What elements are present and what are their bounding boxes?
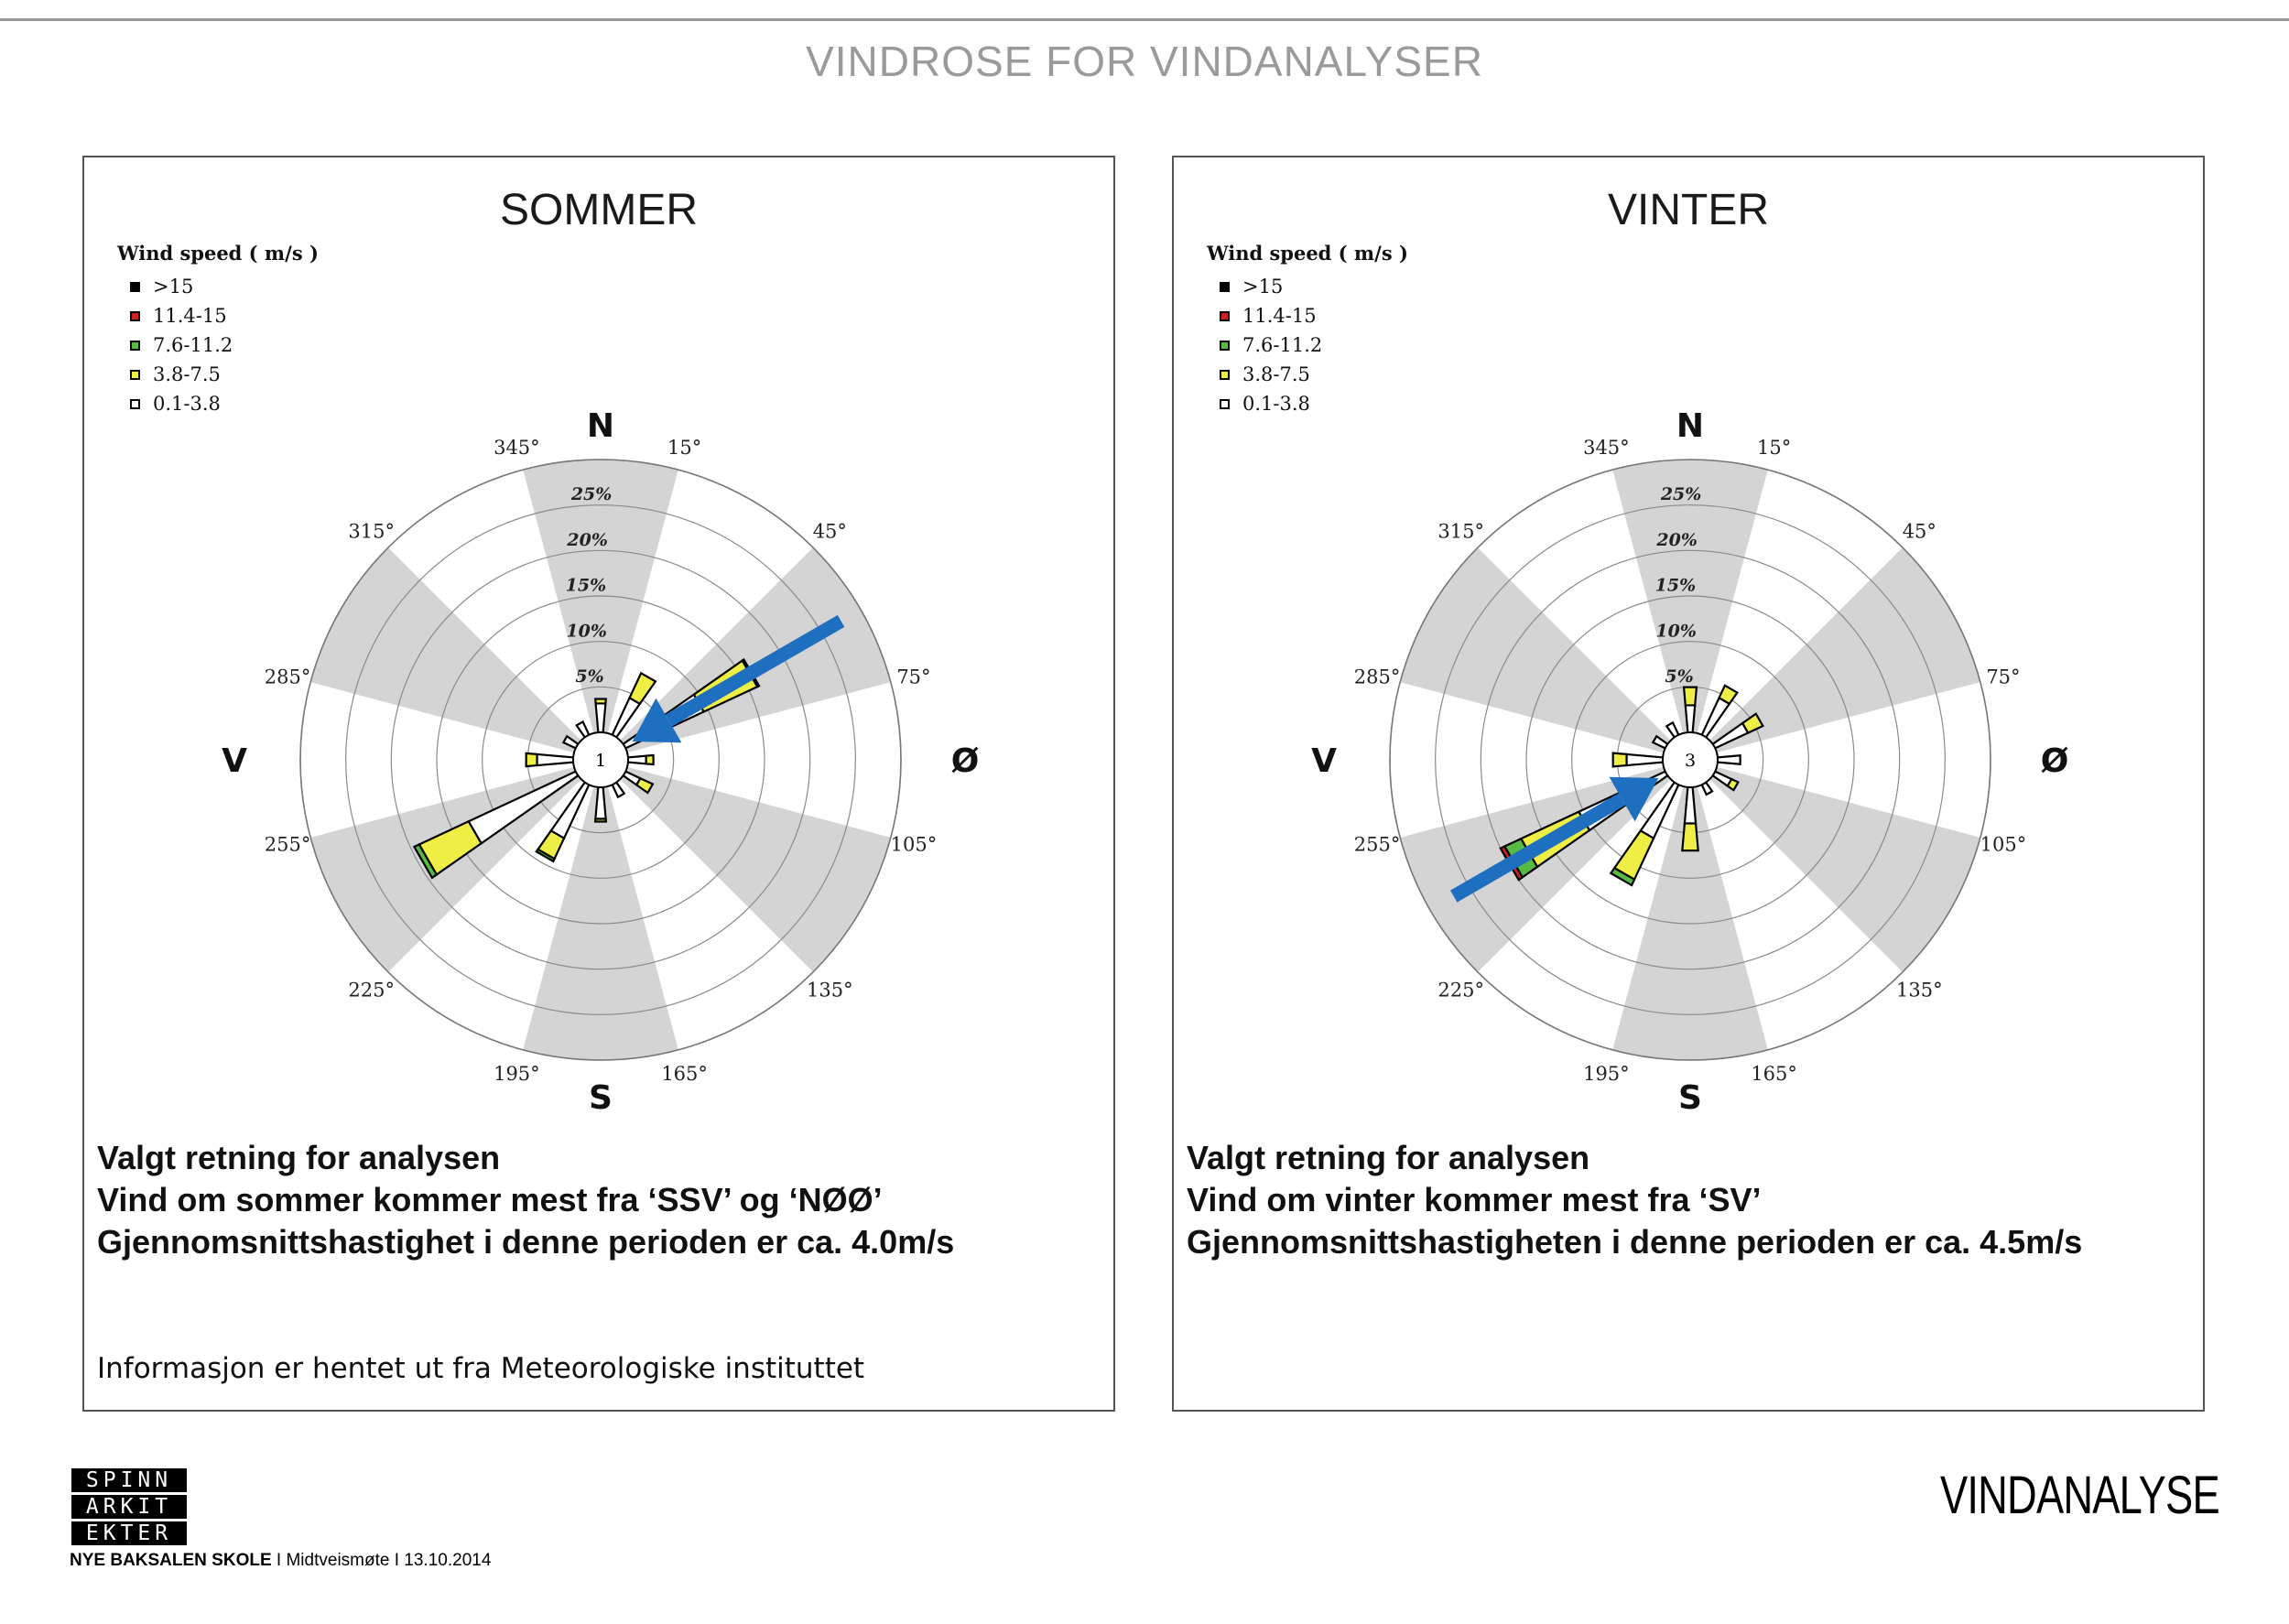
source-text: Informasjon er hentet ut fra Meteorologiske instituttet	[97, 1352, 865, 1385]
summer-title: SOMMER	[500, 186, 698, 234]
rose-bar-segment	[596, 703, 606, 732]
footer-project: NYE BAKSALEN SKOLE	[70, 1551, 272, 1570]
degree-label: 75°	[1986, 666, 2021, 688]
legend-label: 11.4-15	[1242, 305, 1317, 327]
rose-bar-segment	[1718, 755, 1741, 764]
rose-bar-segment	[628, 756, 646, 764]
rose-bar-segment	[595, 819, 606, 822]
summer-text-line: Valgt retning for analysen	[97, 1139, 501, 1176]
company-logo	[71, 1468, 187, 1548]
logo-line: ARKIT	[71, 1495, 187, 1519]
page-title: VINDROSE FOR VINDANALYSER	[806, 38, 1483, 85]
legend-label: 11.4-15	[153, 305, 227, 327]
rose-bar-segment	[595, 787, 605, 819]
legend-label: 3.8-7.5	[153, 363, 221, 385]
degree-label: 135°	[1896, 979, 1943, 1001]
summer-windrose	[84, 157, 1113, 1110]
logo-line: EKTER	[71, 1521, 187, 1545]
cardinal-label: Ø	[950, 742, 980, 780]
rose-bar-segment	[646, 755, 654, 764]
winter-panel	[1172, 156, 2205, 1412]
degree-label: 195°	[494, 1062, 540, 1085]
degree-label: 165°	[661, 1062, 708, 1085]
legend-label: >15	[1242, 276, 1284, 298]
degree-label: 165°	[1751, 1062, 1797, 1085]
summer-analysis-text	[97, 1137, 954, 1263]
rose-bar-segment	[595, 699, 606, 704]
footer-date: 13.10.2014	[404, 1551, 492, 1570]
legend-label: 7.6-11.2	[1242, 334, 1323, 356]
legend-label: 3.8-7.5	[1242, 363, 1310, 385]
rose-bar-segment	[1613, 753, 1627, 767]
cardinal-label: S	[589, 1079, 613, 1110]
winter-text-line: Gjennomsnittshastigheten i denne perioden er ca. 4.5m/s	[1187, 1223, 2083, 1261]
degree-label: 45°	[812, 520, 847, 543]
winter-windrose	[1174, 157, 2203, 1110]
legend-label: >15	[153, 276, 194, 298]
ring-label: 15%	[565, 575, 607, 596]
ring-label: 10%	[566, 621, 607, 642]
ring-label: 25%	[1660, 483, 1702, 504]
degree-label: 105°	[890, 833, 938, 856]
summer-text-line: Vind om sommer kommer mest fra ‘SSV’ og ‘NØØ’	[97, 1181, 883, 1218]
legend-title: Wind speed ( m/s )	[1207, 242, 1408, 265]
degree-label: 255°	[1353, 833, 1401, 856]
ring-label: 20%	[1656, 529, 1698, 550]
footer-separator: I	[389, 1551, 405, 1570]
ring-label: 5%	[1665, 666, 1694, 687]
legend-label: 0.1-3.8	[153, 393, 221, 415]
ring-label: 5%	[575, 666, 604, 687]
rose-bar-segment	[1686, 705, 1695, 732]
rose-sector-bar	[595, 787, 606, 822]
degree-label: 195°	[1583, 1062, 1630, 1085]
ring-label: 10%	[1655, 621, 1697, 642]
logo-line: SPINN	[71, 1468, 187, 1492]
rose-bar-segment	[526, 753, 537, 766]
summer-text-line: Gjennomsnittshastighet i denne perioden er ca. 4.0m/s	[97, 1223, 955, 1261]
degree-label: 315°	[1437, 520, 1484, 543]
rose-sector-bar	[1718, 755, 1741, 764]
degree-label: 345°	[494, 437, 540, 460]
summer-panel	[82, 156, 1115, 1412]
legend-title: Wind speed ( m/s )	[117, 242, 319, 265]
rose-bar-segment	[1682, 823, 1698, 850]
winter-text-line: Valgt retning for analysen	[1187, 1139, 1590, 1176]
cardinal-label: V	[1311, 742, 1337, 780]
footer-meeting: Midtveismøte	[286, 1551, 390, 1570]
degree-label: 285°	[264, 666, 311, 688]
degree-label: 225°	[1437, 979, 1484, 1001]
winter-title: VINTER	[1607, 186, 1769, 234]
degree-label: 75°	[896, 666, 931, 688]
ring-label: 20%	[567, 529, 608, 550]
cardinal-label: N	[586, 407, 615, 445]
cardinal-label: S	[1678, 1079, 1702, 1110]
degree-label: 15°	[1757, 437, 1792, 460]
degree-label: 45°	[1902, 520, 1936, 543]
rose-sector-bar	[628, 755, 654, 764]
degree-label: 285°	[1353, 666, 1401, 688]
calm-value: 3	[1684, 751, 1697, 771]
degree-label: 345°	[1583, 437, 1630, 460]
ring-label: 25%	[570, 483, 613, 504]
degree-label: 315°	[348, 520, 395, 543]
ring-label: 15%	[1654, 575, 1697, 596]
section-label: VINDANALYSE	[1940, 1466, 2219, 1525]
rose-bar-segment	[1684, 687, 1697, 706]
cardinal-label: N	[1676, 407, 1705, 445]
winter-analysis-text	[1187, 1137, 2082, 1263]
footer-separator: I	[271, 1551, 287, 1570]
degree-label: 105°	[1980, 833, 2027, 856]
degree-label: 15°	[667, 437, 702, 460]
cardinal-label: V	[222, 742, 247, 780]
cardinal-label: Ø	[2040, 742, 2069, 780]
degree-label: 135°	[807, 979, 853, 1001]
calm-value: 1	[594, 751, 607, 771]
legend-label: 0.1-3.8	[1242, 393, 1310, 415]
rose-sector-bar	[595, 699, 606, 733]
top-divider	[0, 18, 2289, 21]
footer	[70, 1551, 491, 1571]
legend-label: 7.6-11.2	[153, 334, 233, 356]
winter-text-line: Vind om vinter kommer mest fra ‘SV’	[1187, 1181, 1762, 1218]
degree-label: 255°	[264, 833, 311, 856]
degree-label: 225°	[348, 979, 395, 1001]
